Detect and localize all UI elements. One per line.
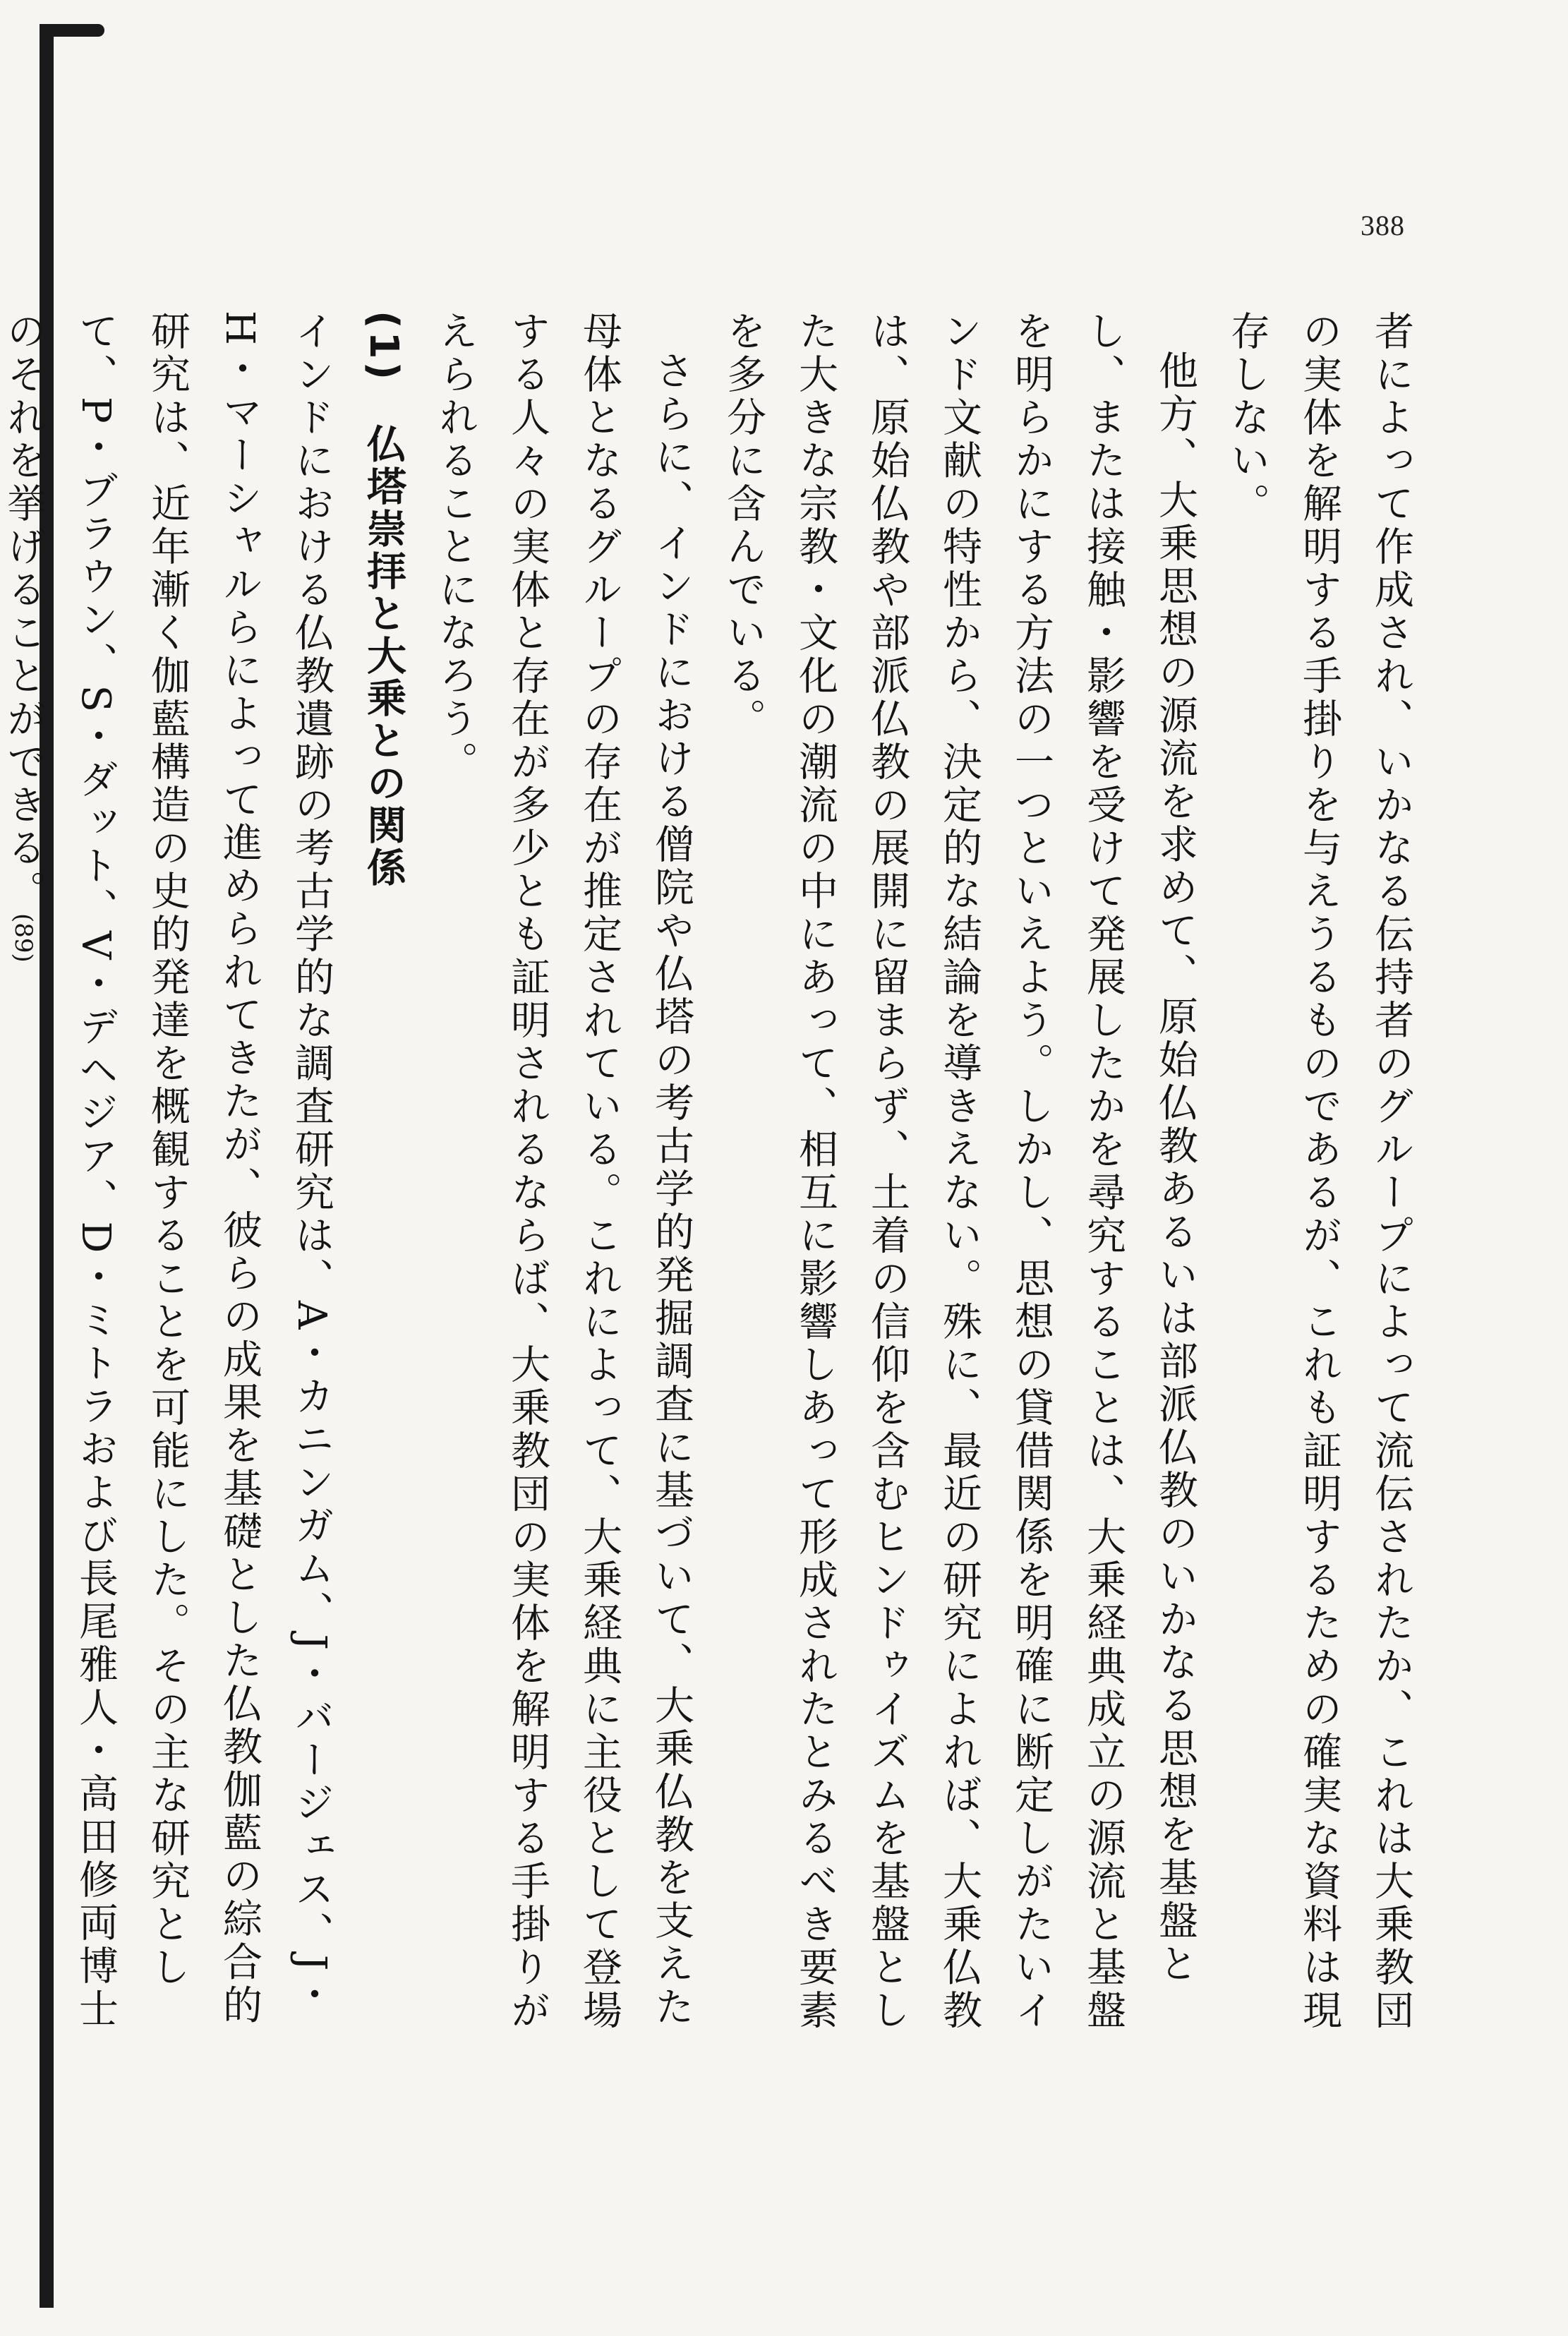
- page-number: 388: [1361, 210, 1405, 241]
- paragraph-1: 者によって作成され、いかなる伝持者のグループによって流伝されたか、これは大乗教団の実体を解明する手掛りを与えうるものであるが、これも証明するための確実な資料は現存しない。: [1224, 311, 1414, 2033]
- section-number: (1): [361, 311, 406, 383]
- section-title: 仏塔崇拝と大乗との関係: [361, 423, 406, 890]
- vertical-body-text: [0, 311, 1427, 2033]
- paragraph-3: さらに、インドにおける僧院や仏塔の考古学的発掘調査に基づいて、大乗仏教を支えた母体となるグループの存在が推定されている。これによって、大乗経典に主役として登場する人々の実体と存在が多少とも証明されるならば、大乗教団の実体を解明する手掛りがえられることになろう。: [433, 311, 694, 2033]
- binding-corner-shadow: [40, 24, 104, 37]
- paragraph-2: 他方、大乗思想の源流を求めて、原始仏教あるいは部派仏教のいかなる思想を基盤とし、または接触・影響を受けて発展したかを尋究することは、大乗経典成立の源流と基盤を明らかにする方法の一つといえよう。しかし、思想の貸借関係を明確に断定しがたいインド文献の特性から、決定的な結論を導きえない。殊に、最近の研究によれば、大乗仏教は、原始仏教や部派仏教の展開に留まらず、土着の信仰を含むヒンドゥイズムを基盤とした大きな宗教・文化の潮流の中にあって、相互に影響しあって形成されたとみるべき要素を多分に含んでいる。: [720, 311, 1198, 2033]
- section-paragraph-1-text: インドにおける仏教遺跡の考古学的な調査研究は、A・カニンガム、J・バージェス、J・H・マーシャルらによって進められてきたが、彼らの成果を基礎とした仏教伽藍の綜合的研究は、近年漸く伽藍構造の史的発達を概観することを可能にした。その主な研究として、P・ブラウン、S・ダット、V・デヘジア、D・ミトラおよび長尾雅人・高田修両博士のそれを挙げることができる。: [1, 311, 334, 2032]
- footnote-reference: (89): [9, 913, 37, 963]
- section-paragraph-1: [0, 311, 347, 2033]
- section-heading: [347, 311, 419, 2033]
